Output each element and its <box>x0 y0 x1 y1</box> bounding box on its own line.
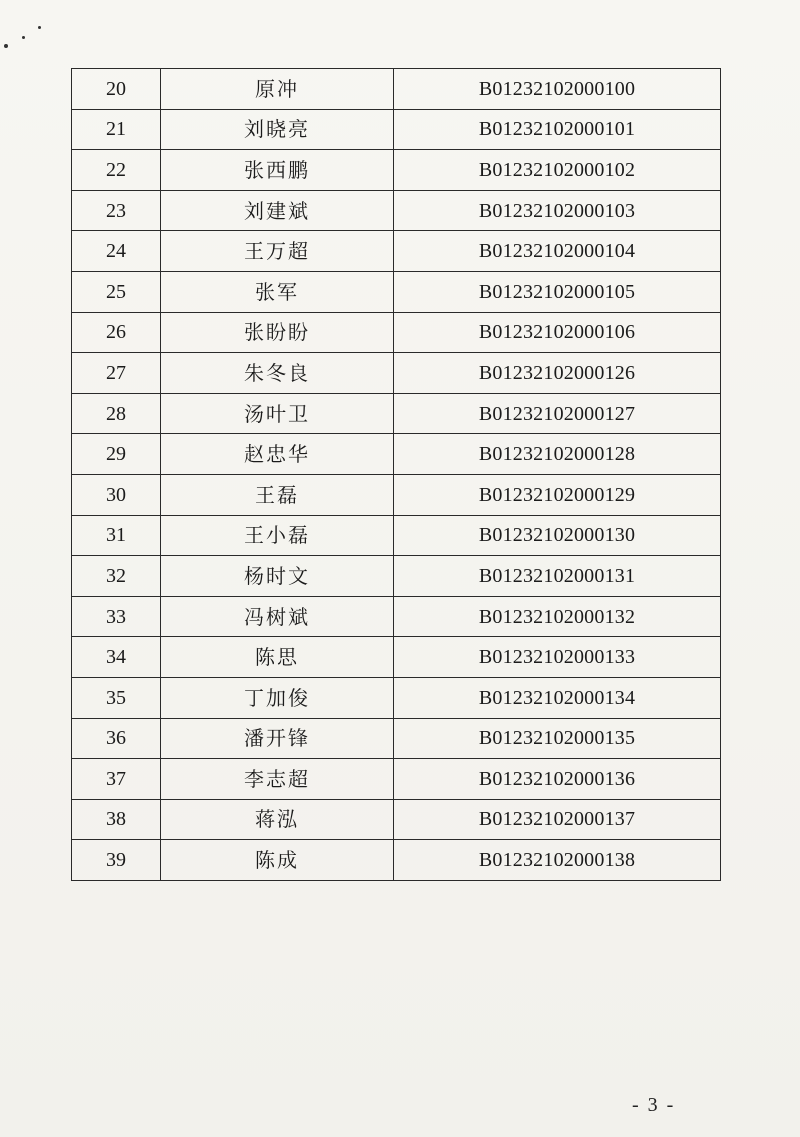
certificate-number-cell: B01232102000136 <box>394 759 721 800</box>
certificate-number-cell: B01232102000135 <box>394 718 721 759</box>
row-number-cell: 38 <box>72 799 161 840</box>
table-row <box>72 150 721 191</box>
table-row <box>72 434 721 475</box>
certificate-number-cell: B01232102000134 <box>394 677 721 718</box>
row-number-cell: 23 <box>72 190 161 231</box>
certificate-number-cell: B01232102000138 <box>394 840 721 881</box>
table-row <box>72 231 721 272</box>
row-number-cell: 24 <box>72 231 161 272</box>
scan-speck <box>38 26 41 29</box>
row-number-cell: 26 <box>72 312 161 353</box>
table-row <box>72 759 721 800</box>
table-row <box>72 799 721 840</box>
certificate-number-cell: B01232102000106 <box>394 312 721 353</box>
row-number-cell: 34 <box>72 637 161 678</box>
certificate-number-cell: B01232102000130 <box>394 515 721 556</box>
page-number: - 3 - <box>632 1094 676 1116</box>
certificate-number-cell: B01232102000133 <box>394 637 721 678</box>
person-name-cell: 王小磊 <box>161 515 394 556</box>
table-row <box>72 637 721 678</box>
table-row <box>72 677 721 718</box>
certificate-number-cell: B01232102000104 <box>394 231 721 272</box>
row-number-cell: 30 <box>72 474 161 515</box>
certificate-number-cell: B01232102000100 <box>394 69 721 110</box>
row-number-cell: 22 <box>72 150 161 191</box>
person-name-cell: 王磊 <box>161 474 394 515</box>
row-number-cell: 28 <box>72 393 161 434</box>
person-name-cell: 杨时文 <box>161 556 394 597</box>
table-row <box>72 69 721 110</box>
person-name-cell: 丁加俊 <box>161 677 394 718</box>
row-number-cell: 27 <box>72 353 161 394</box>
person-name-cell: 朱冬良 <box>161 353 394 394</box>
table-row <box>72 556 721 597</box>
roster-table <box>71 68 721 881</box>
row-number-cell: 20 <box>72 69 161 110</box>
certificate-number-cell: B01232102000127 <box>394 393 721 434</box>
person-name-cell: 刘晓亮 <box>161 109 394 150</box>
row-number-cell: 29 <box>72 434 161 475</box>
person-name-cell: 冯树斌 <box>161 596 394 637</box>
certificate-number-cell: B01232102000101 <box>394 109 721 150</box>
row-number-cell: 36 <box>72 718 161 759</box>
certificate-number-cell: B01232102000105 <box>394 271 721 312</box>
person-name-cell: 张军 <box>161 271 394 312</box>
row-number-cell: 35 <box>72 677 161 718</box>
scan-speck <box>4 44 8 48</box>
certificate-number-cell: B01232102000129 <box>394 474 721 515</box>
row-number-cell: 37 <box>72 759 161 800</box>
table-row <box>72 718 721 759</box>
table-row <box>72 190 721 231</box>
row-number-cell: 21 <box>72 109 161 150</box>
row-number-cell: 31 <box>72 515 161 556</box>
certificate-number-cell: B01232102000102 <box>394 150 721 191</box>
person-name-cell: 蒋泓 <box>161 799 394 840</box>
row-number-cell: 25 <box>72 271 161 312</box>
person-name-cell: 王万超 <box>161 231 394 272</box>
person-name-cell: 汤叶卫 <box>161 393 394 434</box>
certificate-number-cell: B01232102000132 <box>394 596 721 637</box>
person-name-cell: 张盼盼 <box>161 312 394 353</box>
table-row <box>72 393 721 434</box>
row-number-cell: 32 <box>72 556 161 597</box>
table-row <box>72 474 721 515</box>
scan-speck <box>22 36 25 39</box>
row-number-cell: 33 <box>72 596 161 637</box>
table-row <box>72 596 721 637</box>
person-name-cell: 潘开锋 <box>161 718 394 759</box>
person-name-cell: 赵忠华 <box>161 434 394 475</box>
row-number-cell: 39 <box>72 840 161 881</box>
certificate-number-cell: B01232102000103 <box>394 190 721 231</box>
table-row <box>72 271 721 312</box>
person-name-cell: 张西鹏 <box>161 150 394 191</box>
certificate-number-cell: B01232102000126 <box>394 353 721 394</box>
table-row <box>72 515 721 556</box>
person-name-cell: 刘建斌 <box>161 190 394 231</box>
person-name-cell: 李志超 <box>161 759 394 800</box>
table-row <box>72 353 721 394</box>
table-row <box>72 840 721 881</box>
certificate-number-cell: B01232102000137 <box>394 799 721 840</box>
roster-table-body <box>72 69 721 881</box>
certificate-number-cell: B01232102000128 <box>394 434 721 475</box>
table-row <box>72 109 721 150</box>
person-name-cell: 陈思 <box>161 637 394 678</box>
person-name-cell: 原冲 <box>161 69 394 110</box>
table-row <box>72 312 721 353</box>
person-name-cell: 陈成 <box>161 840 394 881</box>
certificate-number-cell: B01232102000131 <box>394 556 721 597</box>
